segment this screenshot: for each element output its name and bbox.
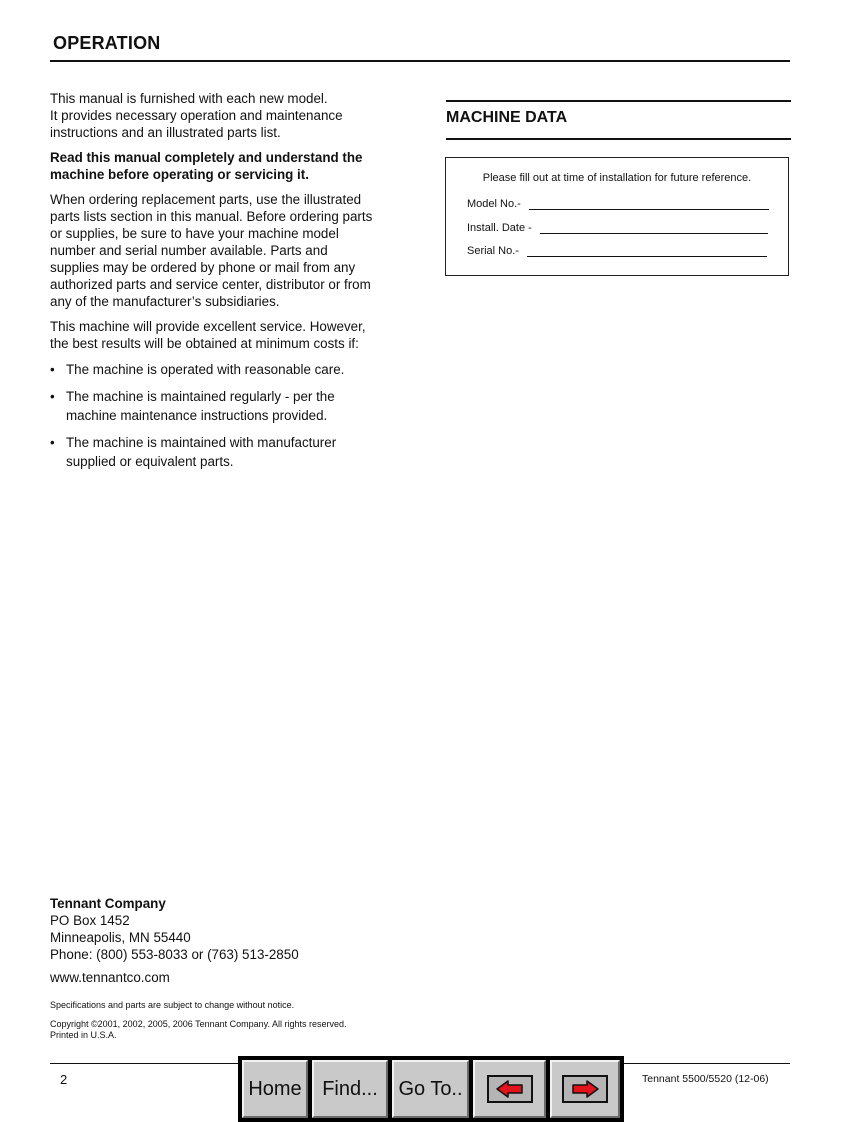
right-arrow-icon — [562, 1075, 608, 1103]
goto-button[interactable] — [392, 1060, 469, 1118]
machine-data-rule-bottom — [446, 138, 791, 140]
home-button[interactable] — [242, 1060, 308, 1118]
address-line: PO Box 1452 — [50, 913, 130, 928]
intro-column — [50, 90, 400, 479]
address-line: Minneapolis, MN 55440 — [50, 930, 191, 945]
list-item: • The machine is maintained regularly - per the machine maintenance instructions provided. — [50, 389, 335, 423]
machine-data-rule-top — [446, 100, 791, 102]
company-name: Tennant Company — [50, 896, 166, 911]
next-page-button[interactable] — [550, 1060, 620, 1118]
bullet-icon: • — [50, 389, 55, 404]
install-date-field[interactable] — [467, 222, 768, 234]
find-label: Find... — [322, 1078, 378, 1100]
goto-label: Go To.. — [398, 1078, 463, 1100]
previous-page-button[interactable] — [473, 1060, 546, 1118]
intro-warning: Read this manual completely and understand the machine before operating or servicing it. — [50, 150, 363, 182]
page-number: 2 — [60, 1072, 68, 1087]
machine-data-note: Please fill out at time of installation for future reference. — [482, 172, 752, 184]
phone-line: Phone: (800) 553-8033 or (763) 513-2850 — [50, 947, 299, 962]
find-button[interactable] — [312, 1060, 388, 1118]
intro-paragraph-3: When ordering replacement parts, use the illustrated parts lists section in this manual. Before ordering parts or supplies, be sure to have your machine model number and serial number available. Parts and supplies may be ordered by phone or mail from any authorized parts and service center, distributor or from any of the manufacturer’s subsidiaries. — [50, 192, 373, 309]
title-divider — [50, 60, 790, 62]
model-number-field[interactable] — [467, 198, 769, 210]
install-date-line[interactable] — [540, 233, 768, 234]
serial-number-field[interactable] — [467, 245, 767, 257]
intro-paragraph-4: This machine will provide excellent service. However, the best results will be obtained at minimum costs if: — [50, 319, 366, 351]
list-item: • The machine is maintained with manufacturer supplied or equivalent parts. — [50, 435, 337, 469]
change-notice: Specifications and parts are subject to change without notice. — [50, 1000, 295, 1010]
machine-data-title: MACHINE DATA — [446, 109, 568, 126]
copyright-notice: Copyright ©2001, 2002, 2005, 2006 Tennant Company. All rights reserved. Printed in U.S.A. — [50, 1019, 347, 1040]
page-title: OPERATION — [53, 33, 161, 53]
company-address — [50, 895, 299, 963]
home-label: Home — [248, 1078, 302, 1100]
model-number-label: Model No.- — [467, 198, 521, 210]
serial-number-label: Serial No.- — [467, 245, 519, 257]
company-website: www.tennantco.com — [50, 970, 170, 985]
document-id: Tennant 5500/5520 (12-06) — [642, 1073, 769, 1085]
intro-paragraph-1: This manual is furnished with each new model. It provides necessary operation and maintenance instructions and an illustrated parts list. — [50, 91, 343, 140]
serial-number-line[interactable] — [527, 256, 767, 257]
bullet-icon: • — [50, 362, 55, 377]
list-item: • The machine is operated with reasonable care. — [50, 362, 345, 377]
left-arrow-icon — [487, 1075, 533, 1103]
navigation-bar — [238, 1056, 624, 1122]
bullet-icon: • — [50, 435, 55, 450]
conditions-list — [50, 360, 400, 471]
machine-data-form — [445, 157, 789, 276]
model-number-line[interactable] — [529, 209, 769, 210]
install-date-label: Install. Date - — [467, 222, 532, 234]
